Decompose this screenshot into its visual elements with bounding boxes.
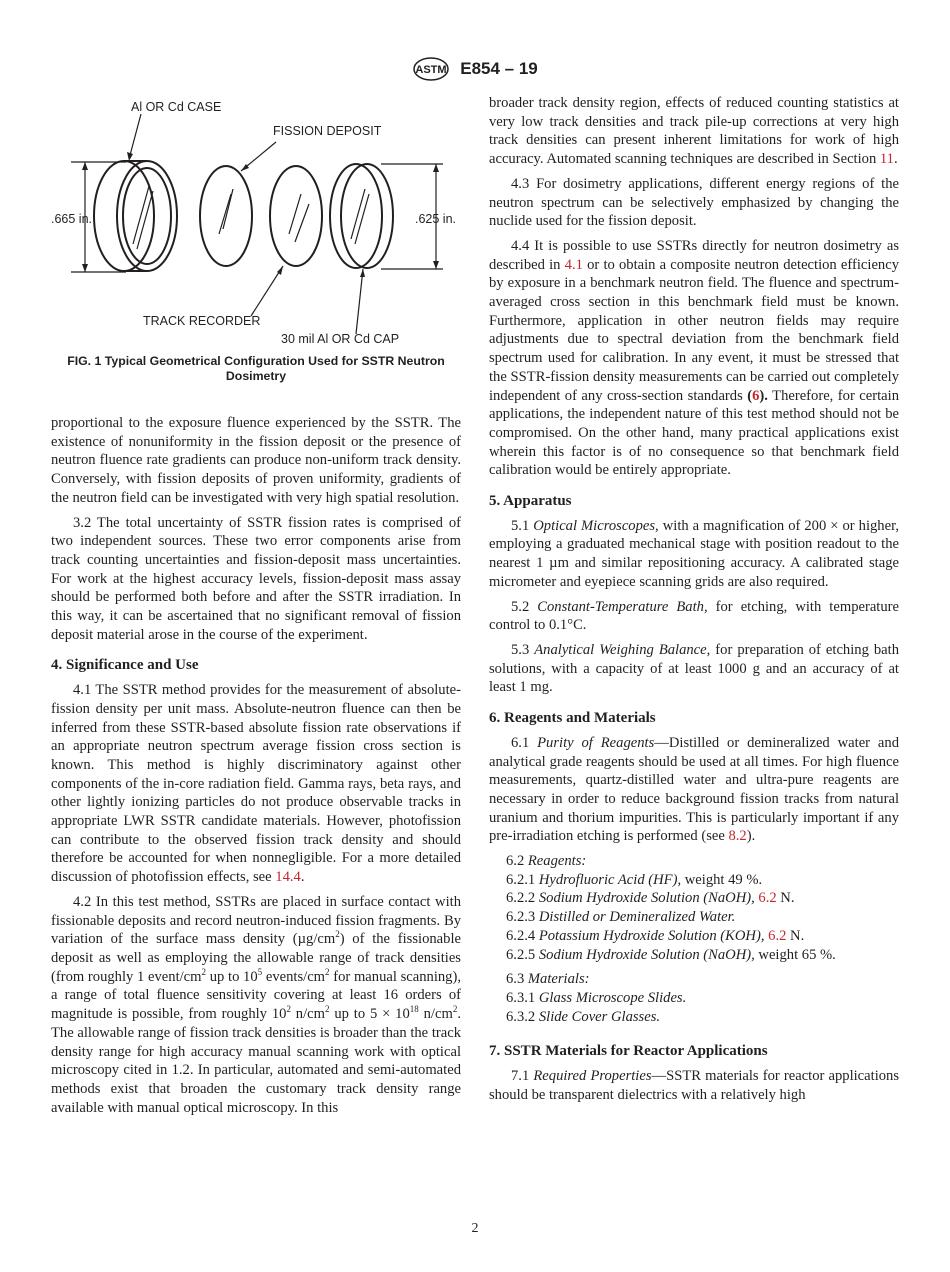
section-6-heading: 6. Reagents and Materials — [489, 710, 656, 727]
label-case: Al OR Cd CASE — [131, 100, 222, 114]
paragraph-continuation: proportional to the exposure fluence experienced by the SSTR. The existence of nonuniformity in the fission deposit or the presence of neutron fluence rate gradients can produce non-uniform track density. Conversely, with fission deposits of proven uniformity, gradients of the neutron field can be investigated with very high spatial resolution. — [51, 415, 461, 506]
document-code: E854 – 19 — [460, 59, 538, 78]
paragraph-7-1: 7.1 Required Properties—SSTR materials for reactor applications should be transparent dielectrics with a relatively high — [489, 1068, 900, 1103]
paragraph-4-1: 4.1 The SSTR method provides for the measurement of absolute-fission density per unit mass. Absolute-neutron fluence can then be inferred from these SSTR-based absolute fission rate observations if an appropriate neutron spectrum average fission cross section is known. This method is highly discriminatory against other components of the in-core radiation field. Gamma rays, beta rays, and other lightly ionizing particles do not produce observable tracks in appropriate LWR SSTR candidate materials. However, photofission can contribute to the observed fission track density and should therefore be accounted for when nonnegligible. For a more detailed discussion of photofission effects, see 14.4. — [51, 682, 461, 886]
label-dim-right: .625 in. — [415, 212, 457, 226]
paragraph-continuation-right: broader track density region, effects of reduced counting statistics at very low track densities and track pile-up corrections at very high track densities can present inherent limitations for work of high accuracy. Automated scanning techniques are described in Section 11. — [489, 95, 899, 168]
left-column — [51, 94, 461, 1123]
section-5-heading: 5. Apparatus — [489, 493, 572, 510]
list-item: 6.3.1 Glass Microscope Slides. — [506, 989, 687, 1006]
label-dim-left: .665 in. — [51, 212, 93, 226]
link-section-11[interactable]: 11 — [879, 151, 894, 168]
link-8-2[interactable]: 8.2 — [728, 828, 747, 845]
page-number: 2 — [471, 1221, 479, 1236]
list-item: 6.2.2 Sodium Hydroxide Solution (NaOH), 6.2 N. — [506, 890, 795, 907]
list-item: 6.3.2 Slide Cover Glasses. — [506, 1008, 661, 1025]
link-14-4[interactable]: 14.4 — [275, 869, 301, 886]
section-7-heading: 7. SSTR Materials for Reactor Applications — [489, 1043, 768, 1060]
materials-heading: 6.3 Materials: — [506, 971, 590, 988]
paragraph-5-3: 5.3 Analytical Weighing Balance, for preparation of etching bath solutions, with a capacity of at least 1000 g and an accuracy of at least 1 mg. — [489, 641, 899, 696]
reference-6[interactable]: 6 — [752, 387, 760, 404]
astm-logo-icon — [412, 55, 450, 83]
figure-1 — [51, 94, 461, 354]
reagents-list — [489, 852, 899, 1026]
page-header — [0, 55, 950, 83]
paragraph-4-3: 4.3 For dosimetry applications, different energy regions of the neutron spectrum can be selectively emphasized by changing the nuclide used for the fission deposit. — [489, 175, 899, 230]
paragraph-3-2: 3.2 The total uncertainty of SSTR fission rates is comprised of two independent sources. These two error components arise from track counting uncertainties and fission-deposit mass uncertainties. For work at the highest accuracy levels, fission-deposit mass assay should be performed both before and after the SSTR irradiation. In this way, it can be ascertained that no significant removal of fission deposit material arose in the course of the experiment. — [51, 514, 461, 643]
label-cap: 30 mil Al OR Cd CAP — [281, 332, 400, 346]
paragraph-5-1: 5.1 Optical Microscopes, with a magnification of 200 × or higher, employing a graduated mechanical stage with position readout to the nearest 1 µm and similar repositioning accuracy. A calibrated stage micrometer and eyepiece scanning grids are also required. — [489, 517, 899, 590]
list-item: 6.2.3 Distilled or Demineralized Water. — [506, 909, 736, 926]
link-6-2[interactable]: 6.2 — [758, 890, 777, 907]
paragraph-6-1: 6.1 Purity of Reagents—Distilled or demineralized water and analytical grade reagents should be used at all times. For high fluence measurements, quartz-distilled water and ultra-pure reagents are necessary in order to reduce background fission tracks from natural uranium and thorium impurities. This is particularly important if any pre-irradiation etching is performed (see 8.2). — [489, 734, 899, 845]
figure-caption: FIG. 1 Typical Geometrical Configuration Used for SSTR Neutron Dosimetry — [67, 354, 445, 383]
label-track-recorder: TRACK RECORDER — [143, 314, 261, 328]
list-item: 6.2.5 Sodium Hydroxide Solution (NaOH), weight 65 %. — [506, 946, 836, 963]
section-4-heading: 4. Significance and Use — [51, 657, 199, 674]
list-item: 6.2.1 Hydrofluoric Acid (HF), weight 49 %. — [506, 871, 763, 888]
paragraph-5-2: 5.2 Constant-Temperature Bath, for etching, with temperature control to 0.1°C. — [489, 598, 899, 634]
reagents-heading: 6.2 Reagents: — [506, 853, 587, 870]
link-6-2[interactable]: 6.2 — [768, 927, 787, 944]
list-item: 6.2.4 Potassium Hydroxide Solution (KOH), 6.2 N. — [506, 927, 805, 944]
label-fission-deposit: FISSION DEPOSIT — [273, 124, 382, 138]
paragraph-4-4: 4.4 It is possible to use SSTRs directly for neutron dosimetry as described in 4.1 or to obtain a composite neutron detection efficiency by exposure in a benchmark neutron field. The fluence and spectrum-averaged cross section in this benchmark field must be known. Furthermore, application in other neutron fields may require adjustments due to spectral deviation from the benchmark field spectrum used for calibration. In any event, it must be stressed that the SSTR-fission density measurements can be carried out completely independent of any cross-section standards (6). Therefore, for certain applications, the independent nature of this test method should not be compromised. On the other hand, many practical applications exist wherein this factor is of no consequence so that benchmark field calibration would be entirely appropriate. — [489, 237, 899, 479]
svg-text:ASTM: ASTM — [415, 64, 447, 76]
paragraph-4-2: 4.2 In this test method, SSTRs are placed in surface contact with fissionable deposits and record neutron-induced fission fragments. By variation of the surface mass density $(\mu g/cm^2)$ of the fissionable deposit as well as employing the allowable range of track densities (from roughly 1 event/$cm^2$ up to $10^5$ events/$cm^2$ for manual scanning), a range of total fluence sensitivity covering at least 16 orders of magnitude is possible, from roughly $10^2$ $n/cm^2$ up to $5 \times 10^{18}$ $n/cm^2$. The allowable range of fission track densities is broader than the track density range for high accuracy manual scanning work with optical microscopy cited in 1.2. In particular, automated and semi-automated methods exist that broaden the customary track density range available with manual optical microscopy. In this — [51, 893, 461, 1116]
right-column — [489, 94, 899, 1110]
link-4-1[interactable]: 4.1 — [564, 256, 583, 273]
